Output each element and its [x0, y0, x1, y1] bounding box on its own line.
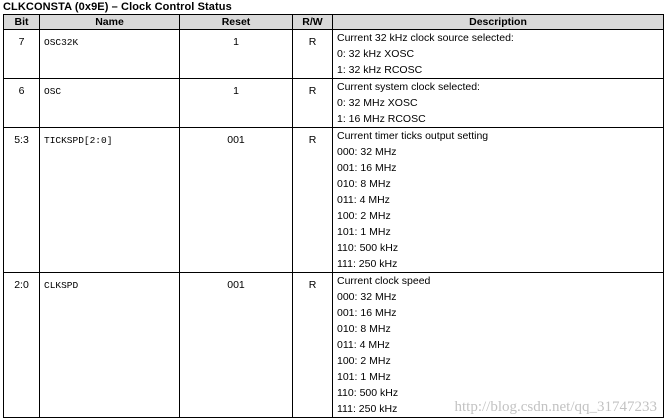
header-reset: Reset [180, 15, 293, 30]
cell-description [333, 30, 664, 79]
cell-description [333, 273, 664, 418]
cell-reset-text: 001 [227, 134, 245, 146]
description-line: 1: 16 MHz RCOSC [337, 113, 426, 125]
cell-name-text: CLKSPD [44, 280, 79, 291]
table-row [4, 128, 664, 273]
cell-name [40, 79, 180, 128]
cell-bit-text: 6 [18, 85, 25, 97]
cell-name [40, 30, 180, 79]
description-line: Current timer ticks output setting [337, 130, 489, 142]
watermark: http://blog.csdn.net/qq_31747233 [454, 399, 657, 415]
description-line: 100: 2 MHz [337, 210, 391, 222]
description-line: 1: 32 kHz RCOSC [337, 64, 423, 76]
description-line: 011: 4 MHz [337, 194, 390, 206]
cell-reset [180, 273, 293, 418]
description-line: 010: 8 MHz [337, 178, 391, 190]
description-line: 111: 250 kHz [337, 258, 398, 270]
description-line: 0: 32 MHz XOSC [337, 97, 418, 109]
description-line: 100: 2 MHz [337, 355, 391, 367]
description-line: Current system clock selected: [337, 81, 480, 93]
cell-name-text: OSC [44, 86, 62, 97]
cell-rw [293, 128, 333, 273]
description-line: 011: 4 MHz [337, 339, 390, 351]
cell-rw [293, 79, 333, 128]
cell-name-text: OSC32K [44, 37, 79, 48]
cell-reset [180, 128, 293, 273]
description-line: 110: 500 kHz [337, 242, 399, 254]
header-bit: Bit [4, 15, 40, 30]
table-row [4, 30, 664, 79]
description-line: 101: 1 MHz [337, 371, 391, 383]
register-title: CLKCONSTA (0x9E) – Clock Control Status [3, 1, 232, 13]
cell-reset [180, 30, 293, 79]
cell-rw-text: R [308, 85, 317, 97]
description-line: 101: 1 MHz [337, 226, 391, 238]
description-line: Current clock speed [337, 275, 431, 287]
cell-bit-text: 2:0 [14, 279, 29, 291]
cell-name [40, 128, 180, 273]
description-line: 001: 16 MHz [337, 162, 397, 174]
cell-rw-text: R [308, 36, 317, 48]
cell-rw-text: R [308, 279, 317, 291]
cell-description [333, 128, 664, 273]
cell-bit [4, 79, 40, 128]
table-row [4, 79, 664, 128]
cell-reset-text: 1 [233, 36, 239, 48]
cell-bit [4, 30, 40, 79]
description-line: 110: 500 kHz [337, 387, 399, 399]
cell-reset-text: 001 [227, 279, 245, 291]
cell-name [40, 273, 180, 418]
table-row [4, 273, 664, 418]
register-table [3, 14, 664, 418]
description-line: 010: 8 MHz [337, 323, 391, 335]
cell-reset-text: 1 [233, 85, 239, 97]
cell-bit-text: 7 [18, 36, 25, 48]
cell-bit [4, 128, 40, 273]
cell-bit-text: 5:3 [14, 134, 29, 146]
cell-rw-text: R [308, 134, 317, 146]
header-rw: R/W [293, 15, 333, 30]
description-line: 000: 32 MHz [337, 291, 397, 303]
cell-rw [293, 273, 333, 418]
description-line: 000: 32 MHz [337, 146, 397, 158]
description-line: 0: 32 kHz XOSC [337, 48, 415, 60]
description-line: 001: 16 MHz [337, 307, 397, 319]
header-name: Name [40, 15, 180, 30]
cell-name-text: TICKSPD[2:0] [44, 135, 113, 146]
cell-rw [293, 30, 333, 79]
cell-bit [4, 273, 40, 418]
header-row [4, 15, 664, 30]
header-description: Description [333, 15, 664, 30]
cell-reset [180, 79, 293, 128]
cell-description [333, 79, 664, 128]
description-line: Current 32 kHz clock source selected: [337, 32, 514, 44]
description-line: 111: 250 kHz [337, 403, 398, 415]
